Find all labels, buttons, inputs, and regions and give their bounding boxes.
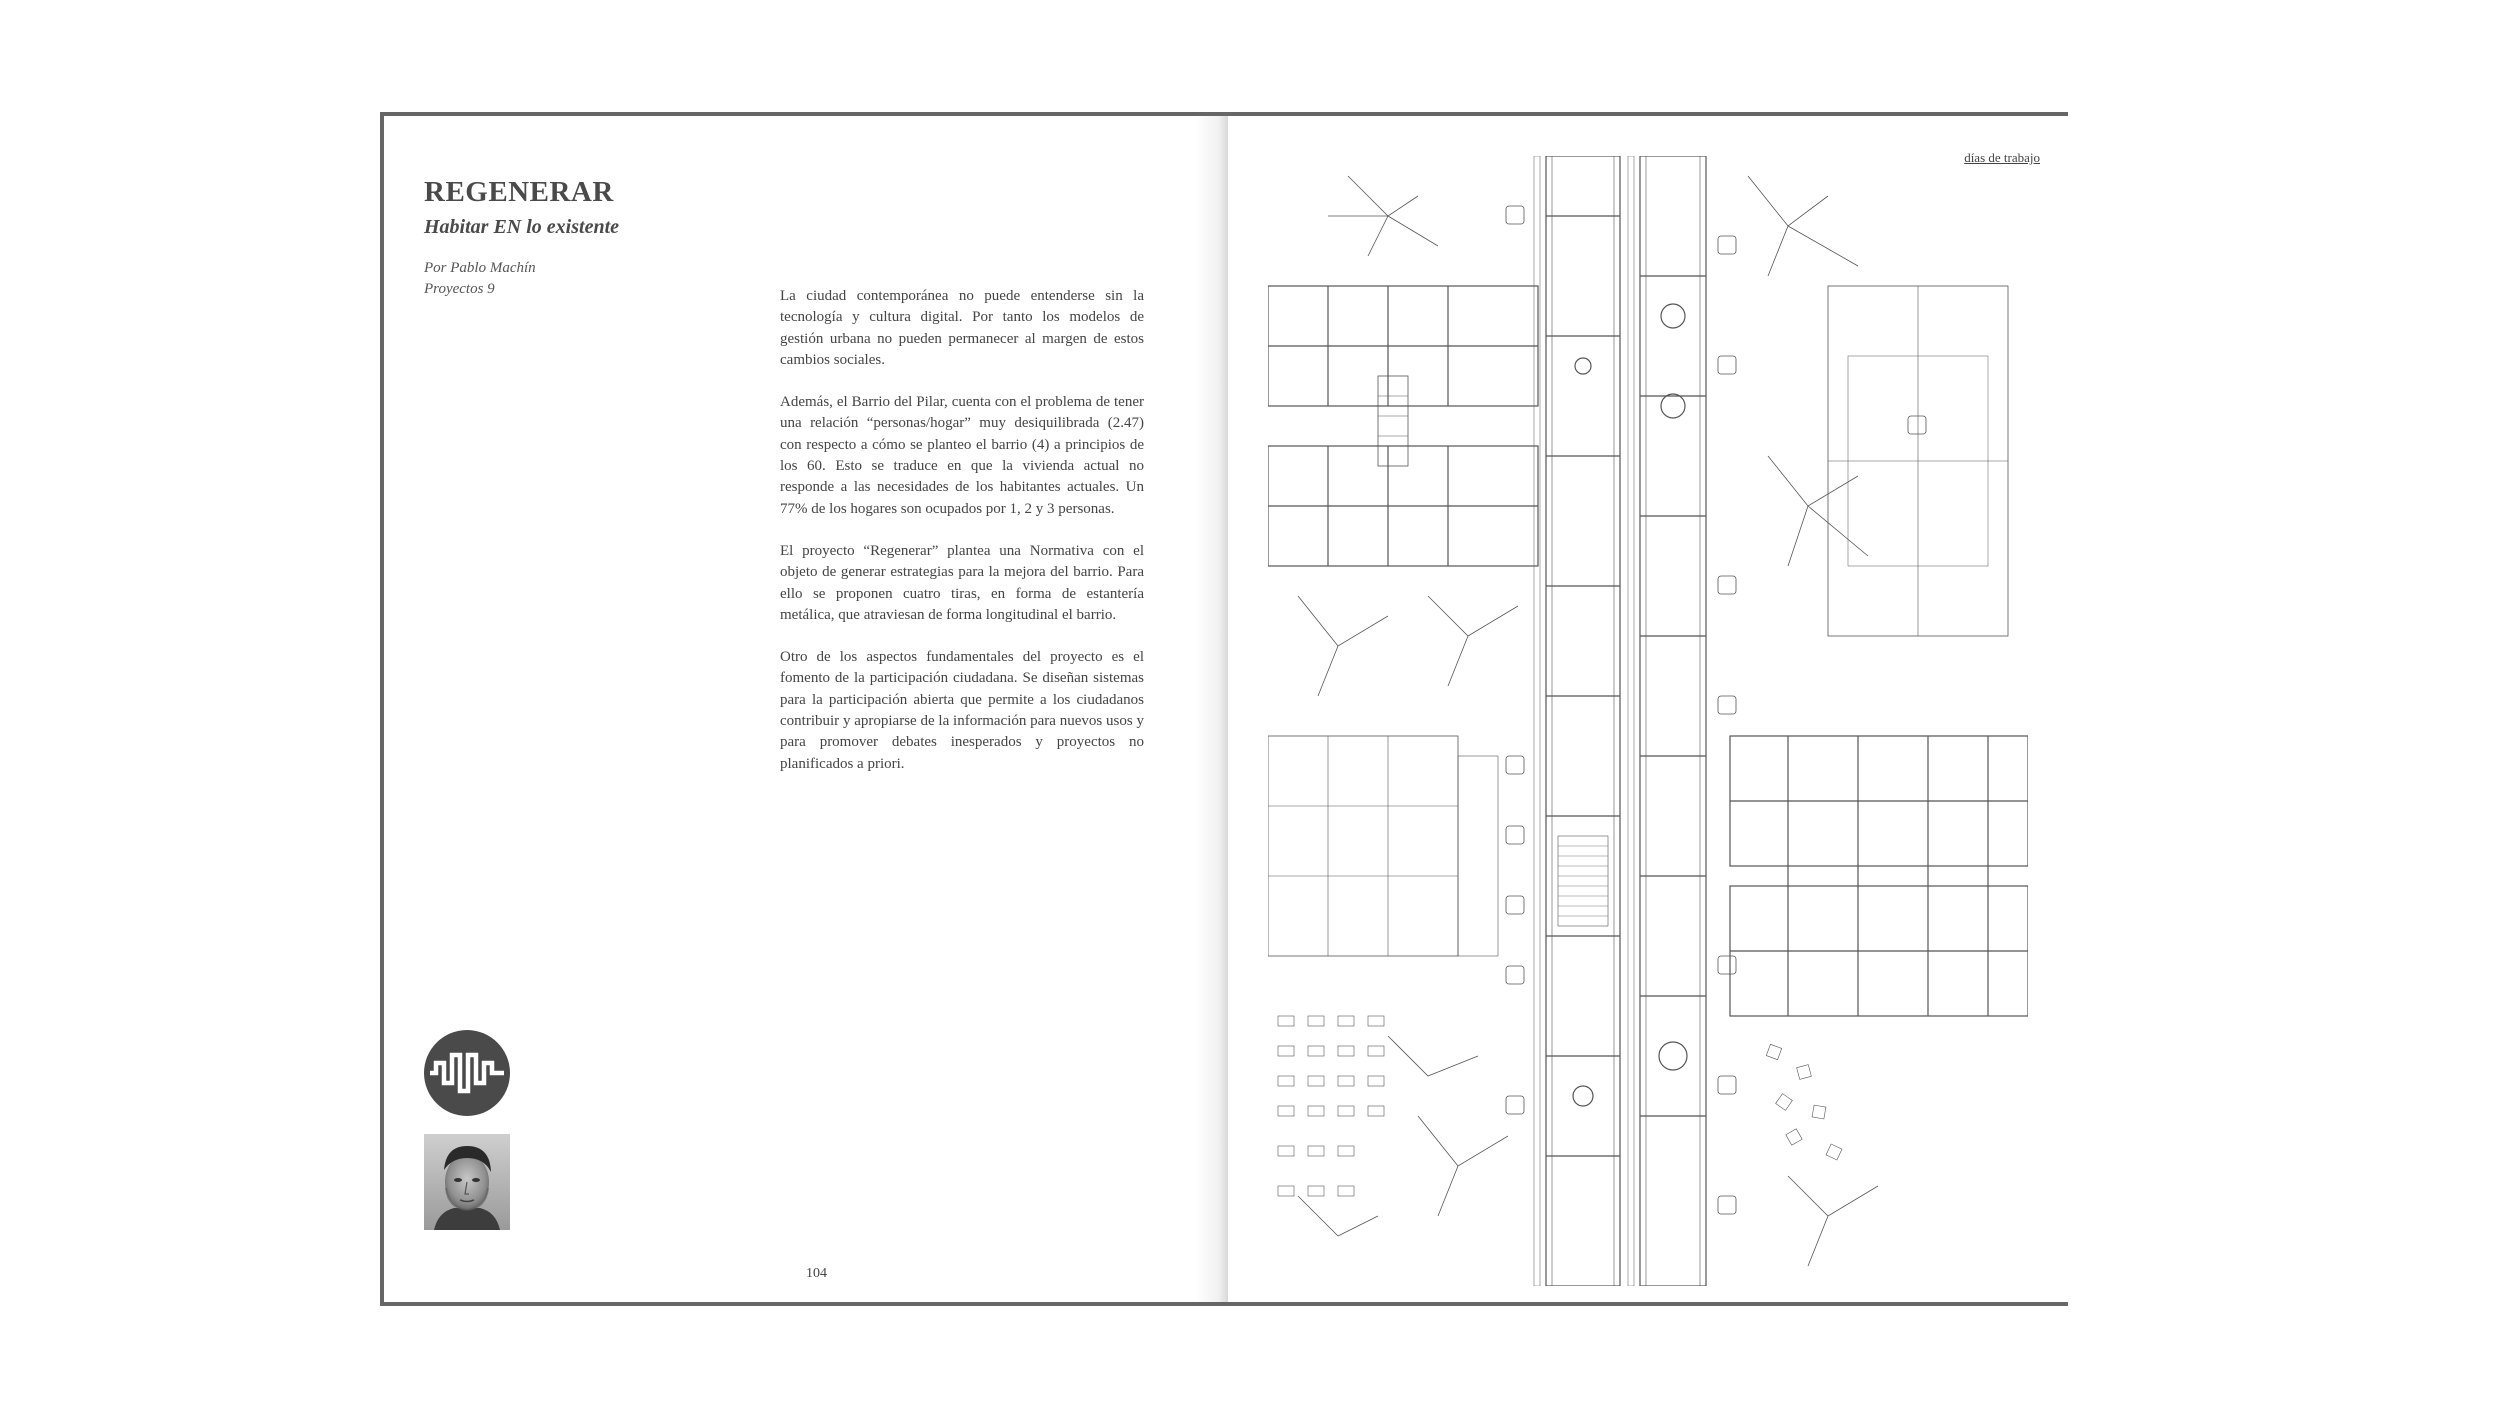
section-header: días de trabajo (1964, 150, 2040, 165)
author-portrait (424, 1134, 510, 1230)
right-page (1228, 116, 2068, 1302)
article-subtitle: Habitar EN lo existente (424, 216, 619, 238)
paragraph: La ciudad contemporánea no puede entenderse sin la tecnología y cultura digital. Por tanto los modelos de gestión urbana no pueden permanecer al margen de estos cambios sociales. (780, 288, 1144, 368)
architectural-floor-plan (1268, 156, 2028, 1286)
article-body (780, 286, 1144, 796)
square-wave-logo-icon (424, 1030, 510, 1116)
book-spread (380, 112, 2068, 1306)
paragraph: El proyecto “Regenerar” plantea una Normativa con el objeto de generar estrategias para la mejora del barrio. Para ello se proponen cuatro tiras, en forma de estantería metálica, que atraviesan de forma longitudinal el barrio. (780, 542, 1144, 623)
author: Por Pablo Machín (424, 260, 536, 276)
page-number: 104 (806, 1266, 827, 1281)
article-title: REGENERAR (424, 176, 614, 208)
left-page (384, 116, 1228, 1302)
paragraph: Además, el Barrio del Pilar, cuenta con el problema de tener una relación “personas/hogar” muy desiquilibrada (2.47) con respecto a cómo se planteo el barrio (4) a principios de los 60. Esto se traduce en que la vivienda actual no responde a las necesidades de los habitantes actuales. Un 77% de los hogares son ocupados por 1, 2 y 3 personas. (780, 394, 1144, 517)
byline (424, 258, 536, 300)
paragraph: Otro de los aspectos fundamentales del proyecto es el fomento de la participación ciudadana. Se diseñan sistemas para la participación abierta que permite a los ciudadanos contribuir y apropiarse de la información para nuevos usos y para promover debates inesperados y proyectos no planificados a priori. (780, 649, 1144, 772)
course: Proyectos 9 (424, 281, 495, 297)
